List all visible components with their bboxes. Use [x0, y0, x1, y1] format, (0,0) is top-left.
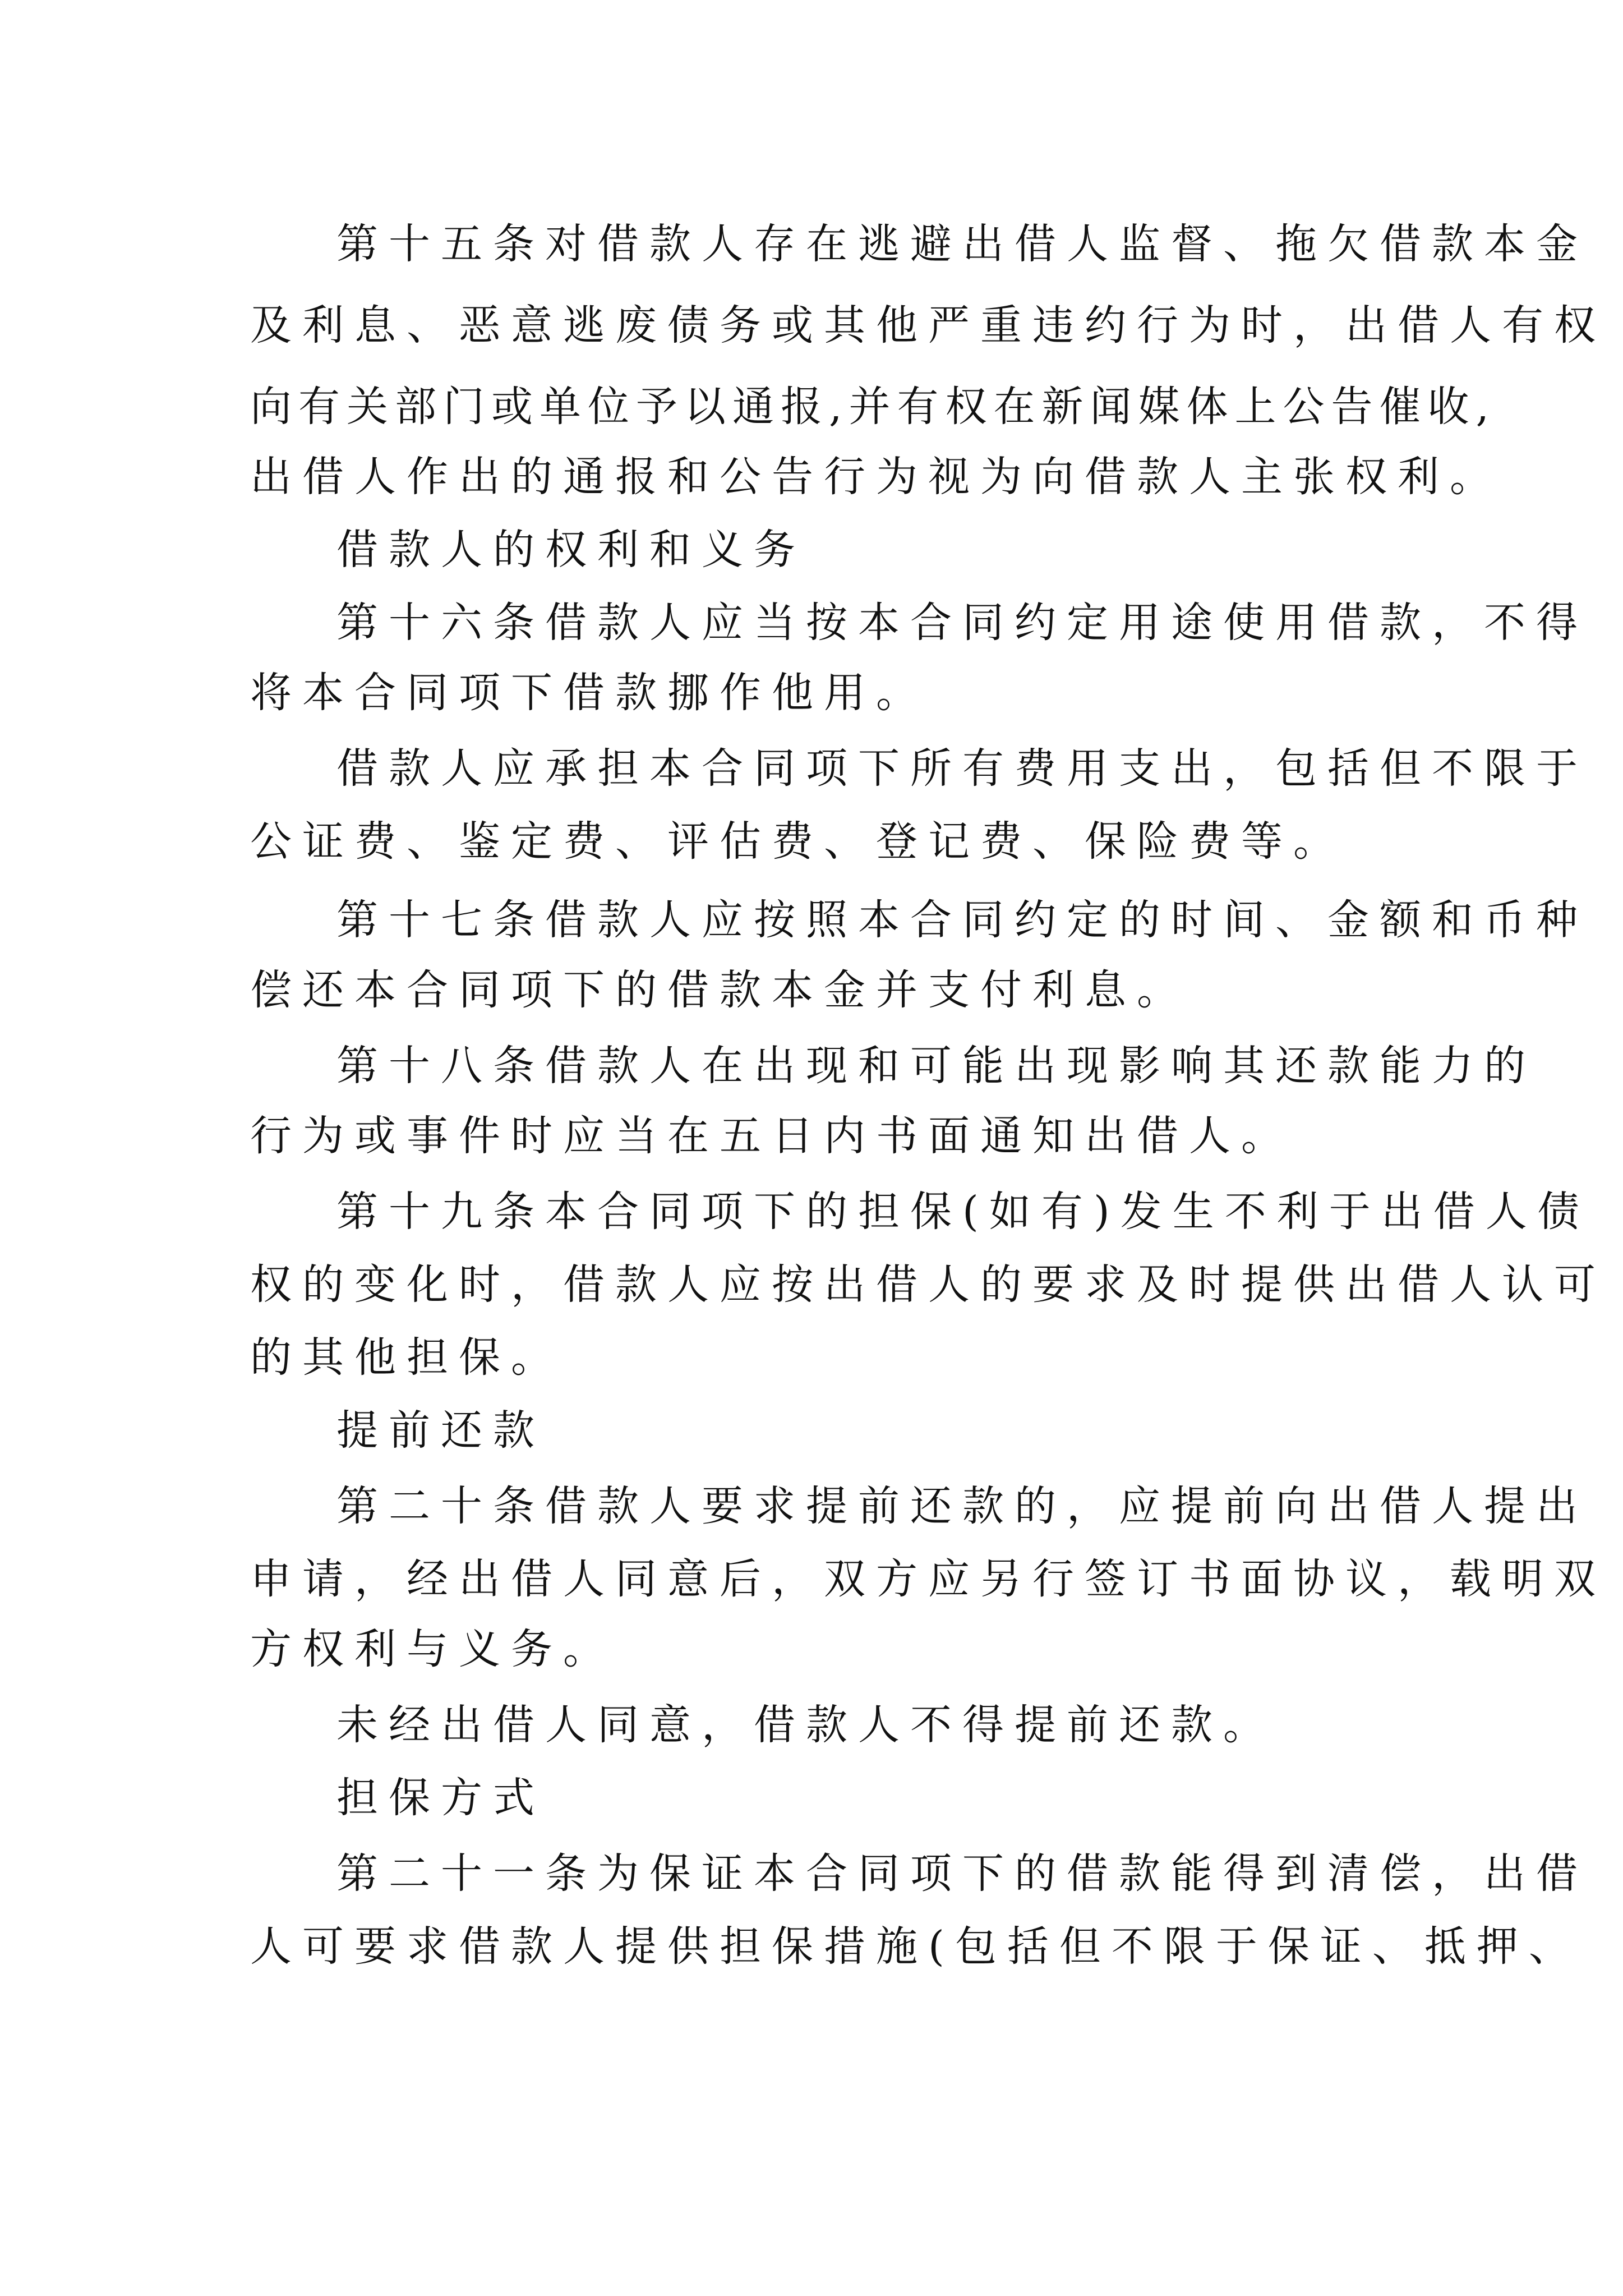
section-heading-prepayment: 提前还款	[336, 1406, 545, 1455]
paragraph-16-line-2: 将本合同项下借款挪作他用。	[250, 669, 928, 717]
section-heading-guarantee: 担保方式	[336, 1774, 545, 1822]
paragraph-21-line-1: 第二十一条为保证本合同项下的借款能得到清偿，出借	[336, 1849, 1588, 1898]
paragraph-costs-line-1: 借款人应承担本合同项下所有费用支出，包括但不限于	[336, 744, 1588, 793]
paragraph-21-line-2: 人可要求借款人提供担保措施(包括但不限于保证、抵押、	[250, 1922, 1581, 1971]
paragraph-17-line-1: 第十七条借款人应按照本合同约定的时间、金额和币种	[336, 896, 1588, 944]
paragraph-20-line-2: 申请，经出借人同意后，双方应另行签订书面协议，载明双	[250, 1555, 1606, 1603]
paragraph-17-line-2: 偿还本合同项下的借款本金并支付利息。	[250, 966, 1189, 1014]
paragraph-15-line-3: 向有关部门或单位予以通报,并有权在新闻媒体上公告催收,	[250, 383, 1496, 431]
paragraph-16-line-1: 第十六条借款人应当按本合同约定用途使用借款，不得	[336, 599, 1588, 647]
paragraph-20-line-3: 方权利与义务。	[250, 1625, 615, 1673]
paragraph-18-line-2: 行为或事件时应当在五日内书面通知出借人。	[250, 1112, 1293, 1160]
paragraph-19-line-3: 的其他担保。	[250, 1333, 563, 1382]
section-heading-borrower-rights: 借款人的权利和义务	[336, 526, 806, 574]
paragraph-19-line-1: 第十九条本合同项下的担保(如有)发生不利于出借人债	[336, 1188, 1590, 1236]
paragraph-costs-line-2: 公证费、鉴定费、评估费、登记费、保险费等。	[250, 817, 1345, 866]
paragraph-15-line-2: 及利息、恶意逃废债务或其他严重违约行为时，出借人有权	[250, 301, 1606, 349]
paragraph-19-line-2: 权的变化时，借款人应按出借人的要求及时提供出借人认可	[250, 1260, 1606, 1309]
paragraph-no-prepayment: 未经出借人同意，借款人不得提前还款。	[336, 1701, 1275, 1749]
paragraph-15-line-1: 第十五条对借款人存在逃避出借人监督、拖欠借款本金	[336, 220, 1588, 268]
paragraph-20-line-1: 第二十条借款人要求提前还款的，应提前向出借人提出	[336, 1482, 1588, 1530]
paragraph-15-line-4: 出借人作出的通报和公告行为视为向借款人主张权利。	[250, 453, 1502, 501]
paragraph-18-line-1: 第十八条借款人在出现和可能出现影响其还款能力的	[336, 1042, 1536, 1090]
